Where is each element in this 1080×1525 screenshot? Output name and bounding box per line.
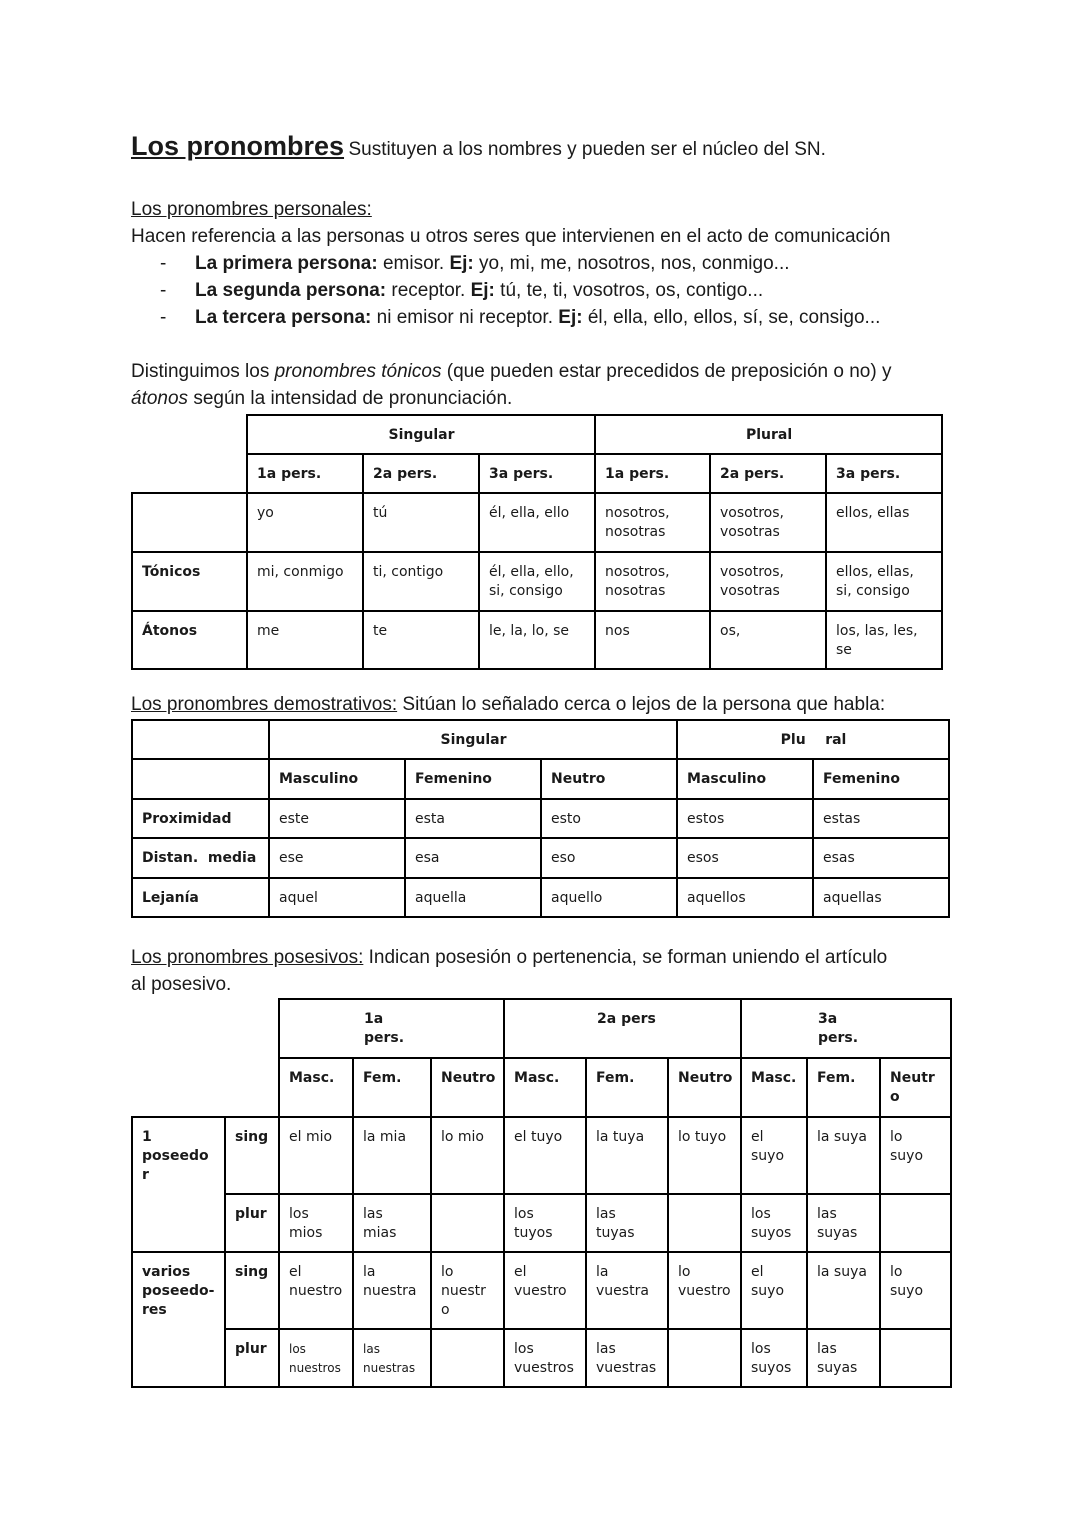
- item-label: La primera persona:: [195, 253, 378, 274]
- table-cell: [668, 1194, 741, 1252]
- row-label: Proximidad: [132, 799, 269, 838]
- distinguimos-line-1: [131, 358, 891, 385]
- col-header: Masc.: [741, 1058, 807, 1117]
- col-header: 1a pers.: [595, 454, 710, 493]
- table-cell: los tuyos: [504, 1194, 586, 1252]
- item-examples: él, ella, ello, ellos, sí, se, consigo...: [582, 307, 881, 328]
- row-group-label: varios poseedo- res: [132, 1252, 225, 1387]
- table-cell: lo nuestr o: [431, 1252, 504, 1329]
- col-header: 2a pers.: [710, 454, 826, 493]
- header-plural: Plural: [595, 415, 942, 454]
- table-cell: esos: [677, 838, 813, 878]
- table-cell: ellos, ellas, si, consigo: [826, 552, 942, 611]
- row-number: plur: [225, 1194, 279, 1252]
- row-group-label: 1 poseedo r: [132, 1117, 225, 1252]
- header-singular: Singular: [247, 415, 595, 454]
- row-number: plur: [225, 1329, 279, 1387]
- table-row: [132, 552, 942, 611]
- list-dash: -: [160, 280, 167, 301]
- row-label: [132, 493, 247, 552]
- col-header: Masc.: [504, 1058, 586, 1117]
- row-number: sing: [225, 1117, 279, 1194]
- table-row: [132, 1194, 951, 1252]
- personal-table: [131, 414, 943, 670]
- list-dash: -: [160, 307, 167, 328]
- table-cell: las nuestras: [353, 1329, 431, 1387]
- table-cell: la suya: [807, 1252, 880, 1329]
- table-cell: la tuya: [586, 1117, 668, 1194]
- table-cell: lo suyo: [880, 1117, 951, 1194]
- table-row: [132, 1252, 951, 1329]
- table-cell: lo tuyo: [668, 1117, 741, 1194]
- table-cell: tú: [363, 493, 479, 552]
- table-row: [132, 878, 949, 917]
- item-examples: tú, te, ti, vosotros, os, contigo...: [494, 280, 764, 301]
- table-cell: le, la, lo, se: [479, 611, 595, 669]
- posesivos-desc: Indican posesión o pertenencia, se forman uniendo el artículo: [363, 947, 888, 968]
- demostrativos-table: [131, 719, 950, 918]
- item-ej: Ej:: [558, 307, 583, 328]
- table-cell: el vuestro: [504, 1252, 586, 1329]
- table-cell: las suyas: [807, 1329, 880, 1387]
- table-cell: los suyos: [741, 1329, 807, 1387]
- dist-text: (que pueden estar precedidos de preposición o no) y: [441, 361, 892, 382]
- table-cell: eso: [541, 838, 677, 878]
- table-cell: vosotros, vosotras: [710, 493, 826, 552]
- item-desc: emisor.: [377, 253, 450, 274]
- item-label: La tercera persona:: [195, 307, 372, 328]
- table-cell: el tuyo: [504, 1117, 586, 1194]
- table-cell: nosotros, nosotras: [595, 493, 710, 552]
- table-cell: aquello: [541, 878, 677, 917]
- item-desc: receptor.: [386, 280, 471, 301]
- col-header: Femenino: [813, 759, 949, 799]
- item-examples: yo, mi, me, nosotros, nos, conmigo...: [473, 253, 790, 274]
- page-title-line: [131, 131, 826, 162]
- table-cell: la mia: [353, 1117, 431, 1194]
- dist-text: según la intensidad de pronunciación.: [188, 388, 513, 409]
- table-cell: las suyas: [807, 1194, 880, 1252]
- table-cell: esas: [813, 838, 949, 878]
- table-cell: los mios: [279, 1194, 353, 1252]
- group-header: 1a pers.: [279, 999, 504, 1058]
- item-ej: Ej:: [470, 280, 495, 301]
- item-ej: Ej:: [449, 253, 474, 274]
- table-cell: mi, conmigo: [247, 552, 363, 611]
- col-header: 3a pers.: [826, 454, 942, 493]
- table-cell: estas: [813, 799, 949, 838]
- table-cell: los vuestros: [504, 1329, 586, 1387]
- table-cell: nos: [595, 611, 710, 669]
- table-cell: él, ella, ello, si, consigo: [479, 552, 595, 611]
- row-label: Distan. media: [132, 838, 269, 878]
- table-cell: la vuestra: [586, 1252, 668, 1329]
- table-cell: [431, 1194, 504, 1252]
- table-cell: ellos, ellas: [826, 493, 942, 552]
- empty-cell: [225, 1058, 279, 1117]
- table-cell: los suyos: [741, 1194, 807, 1252]
- table-cell: [668, 1329, 741, 1387]
- col-header: Neutro: [668, 1058, 741, 1117]
- demostrativos-heading: Los pronombres demostrativos:: [131, 694, 398, 715]
- col-header: Masculino: [677, 759, 813, 799]
- table-cell: los nuestros: [279, 1329, 353, 1387]
- table-cell: él, ella, ello: [479, 493, 595, 552]
- table-cell: el nuestro: [279, 1252, 353, 1329]
- table-row: [132, 611, 942, 669]
- col-header: Masc.: [279, 1058, 353, 1117]
- empty-cell: [132, 1058, 225, 1117]
- row-label: Tónicos: [132, 552, 247, 611]
- demostrativos-desc: Sitúan lo señalado cerca o lejos de la persona que habla:: [397, 694, 886, 715]
- col-header: Neutr o: [880, 1058, 951, 1117]
- dist-atonos: átonos: [131, 388, 189, 409]
- table-cell: el suyo: [741, 1252, 807, 1329]
- list-dash: -: [160, 253, 167, 274]
- col-header: Fem.: [353, 1058, 431, 1117]
- col-header: 1a pers.: [247, 454, 363, 493]
- table-cell: ese: [269, 838, 405, 878]
- page-subtitle: Sustituyen a los nombres y pueden ser el núcleo del SN.: [348, 139, 826, 160]
- table-cell: vosotros, vosotras: [710, 552, 826, 611]
- table-cell: lo mio: [431, 1117, 504, 1194]
- col-header: Fem.: [807, 1058, 880, 1117]
- table-cell: aquellas: [813, 878, 949, 917]
- table-row: [132, 838, 949, 878]
- table-cell: la suya: [807, 1117, 880, 1194]
- dist-text: Distinguimos los: [131, 361, 275, 382]
- group-header: 3a pers.: [741, 999, 951, 1058]
- table-cell: este: [269, 799, 405, 838]
- empty-cell: [132, 454, 247, 493]
- table-cell: el suyo: [741, 1117, 807, 1194]
- col-header: Neutro: [431, 1058, 504, 1117]
- row-label: Átonos: [132, 611, 247, 669]
- table-cell: me: [247, 611, 363, 669]
- table-cell: esto: [541, 799, 677, 838]
- table-cell: lo suyo: [880, 1252, 951, 1329]
- empty-cell: [225, 999, 279, 1058]
- col-header: Femenino: [405, 759, 541, 799]
- table-cell: os,: [710, 611, 826, 669]
- dist-tonicos: pronombres tónicos: [274, 361, 442, 382]
- col-header: Masculino: [269, 759, 405, 799]
- table-cell: las tuyas: [586, 1194, 668, 1252]
- table-cell: lo vuestro: [668, 1252, 741, 1329]
- table-row: [132, 799, 949, 838]
- empty-cell: [132, 720, 269, 759]
- page-title: Los pronombres: [131, 131, 345, 161]
- table-cell: estos: [677, 799, 813, 838]
- personal-intro: Hacen referencia a las personas u otros seres que intervienen en el acto de comunicación: [131, 226, 891, 247]
- table-cell: la nuestra: [353, 1252, 431, 1329]
- table-cell: los, las, les, se: [826, 611, 942, 669]
- table-cell: ti, contigo: [363, 552, 479, 611]
- posesivos-heading: Los pronombres posesivos:: [131, 947, 364, 968]
- table-row: [132, 1117, 951, 1194]
- table-cell: yo: [247, 493, 363, 552]
- posesivos-table: [131, 998, 952, 1388]
- table-row: [132, 493, 942, 552]
- table-cell: nosotros, nosotras: [595, 552, 710, 611]
- personal-heading: Los pronombres personales:: [131, 199, 372, 220]
- item-desc: ni emisor ni receptor.: [371, 307, 559, 328]
- group-header: 2a pers: [504, 999, 741, 1058]
- header-plural: Plu ral: [677, 720, 949, 759]
- empty-cell: [132, 999, 225, 1058]
- table-cell: las vuestras: [586, 1329, 668, 1387]
- table-cell: las mias: [353, 1194, 431, 1252]
- table-cell: el mio: [279, 1117, 353, 1194]
- col-header: Neutro: [541, 759, 677, 799]
- posesivos-line-1: [131, 944, 887, 971]
- demostrativos-line: [131, 691, 885, 718]
- table-row: [132, 1329, 951, 1387]
- table-cell: [880, 1329, 951, 1387]
- row-number: sing: [225, 1252, 279, 1329]
- distinguimos-line-2: [131, 385, 512, 412]
- table-cell: [431, 1329, 504, 1387]
- table-cell: [880, 1194, 951, 1252]
- posesivos-line-2: al posesivo.: [131, 974, 232, 995]
- empty-cell: [132, 759, 269, 799]
- header-singular: Singular: [269, 720, 677, 759]
- table-cell: esa: [405, 838, 541, 878]
- item-label: La segunda persona:: [195, 280, 387, 301]
- table-cell: esta: [405, 799, 541, 838]
- table-cell: aquella: [405, 878, 541, 917]
- row-label: Lejanía: [132, 878, 269, 917]
- table-cell: te: [363, 611, 479, 669]
- table-cell: aquellos: [677, 878, 813, 917]
- empty-cell: [132, 415, 247, 454]
- col-header: 2a pers.: [363, 454, 479, 493]
- col-header: 3a pers.: [479, 454, 595, 493]
- table-cell: aquel: [269, 878, 405, 917]
- col-header: Fem.: [586, 1058, 668, 1117]
